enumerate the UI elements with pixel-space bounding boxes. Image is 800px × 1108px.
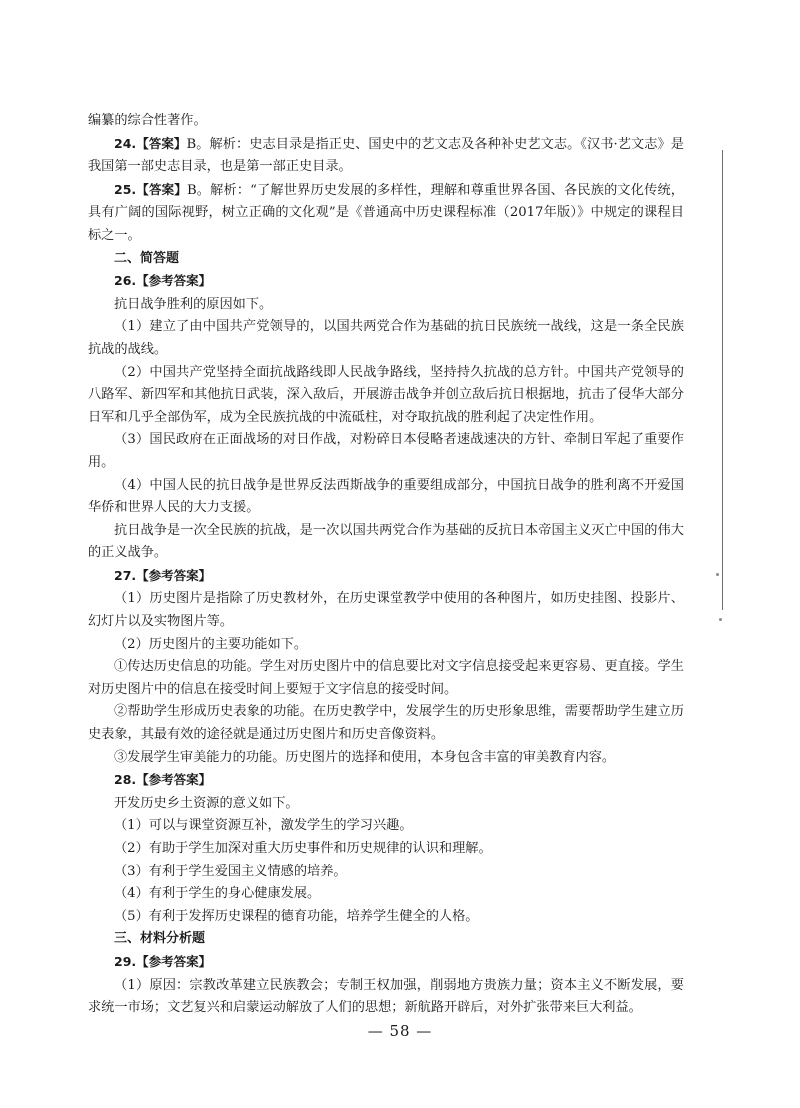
paragraph: （3）国民政府在正面战场的对日作战，对粉碎日本侵略者速战速决的方针、牵制日军起了重要作用。 [88,432,684,470]
paragraph: 抗日战争胜利的原因如下。 [114,296,273,312]
page-number: — 58 — [367,1022,433,1040]
paragraph: ①传达历史信息的功能。学生对历史图片中的信息要比对文字信息接受起来更容易、更直接。学生对历史图片中的信息在接受时间上要短于文字信息的接受时间。 [88,659,684,697]
paragraph: 开发历史乡土资源的意义如下。 [114,795,299,811]
paragraph: （1）原因：宗教改革建立民族教会；专制王权加强，削弱地方贵族力量；资本主义不断发展，要求统一市场；文艺复兴和启蒙运动解放了人们的思想；新航路开辟后，对外扩张带来巨大利益。 [88,977,684,1016]
paragraph: （3）有利于学生爱国主义情感的培养。 [114,863,347,879]
answer-item [88,769,684,793]
answer-label: 25.【答案】 [114,181,187,197]
paragraph: （1）建立了由中国共产党领导的，以国共两党合作为基础的抗日民族统一战线，这是一条全民族抗战的战线。 [88,319,684,357]
answer-label: 29.【参考答案】 [114,953,212,969]
paragraph: （2）中国共产党坚持全面抗战路线即人民战争路线，坚持持久抗战的总方针。中国共产党领导的八路军、新四军和其他抗日武装，深入敌后，开展游击战争并创立敌后抗日根据地，抗击了侵华大部分日军和几乎全部伪军，成为全民族抗战的中流砥柱，对夺取抗战的胜利起了决定性作用。 [88,364,684,425]
answer-text: B。解析：史志目录是指正史、国史中的艺文志及各种补史艺文志。《汉书·艺文志》是我国第一部史志目录，也是第一部正史目录。 [88,136,684,175]
answer-item [88,270,684,294]
answer-item [88,565,684,589]
paragraph: （5）有利于发挥历史课程的德育功能，培养学生健全的人格。 [114,908,479,924]
answer-label: 27.【参考答案】 [114,567,212,583]
scan-speck [716,573,719,576]
paragraph: ②帮助学生形成历史表象的功能。在历史教学中，发展学生的历史形象思维，需要帮助学生建立历史表象，其最有效的途径就是通过历史图片和历史音像资料。 [88,704,684,743]
answer-label: 26.【参考答案】 [114,273,212,289]
paragraph: （4）有利于学生的身心健康发展。 [114,886,321,902]
answer-label: 28.【参考答案】 [114,772,212,788]
paragraph: （1）历史图片是指除了历史教材外，在历史课堂教学中使用的各种图片，如历史挂图、投影片、幻灯片以及实物图片等。 [88,591,684,630]
answer-item [88,951,684,975]
paragraph: 编纂的综合性著作。 [88,113,207,128]
answer-text: B。解析：“了解世界历史发展的多样性，理解和尊重世界各国、各民族的文化传统，具有广阔的国际视野，树立正确的文化观”是《普通高中历史课程标准（2017年版）》中规定的课程目标之一。 [88,182,684,243]
paragraph: （2）历史图片的主要功能如下。 [114,636,308,652]
scan-speck [719,618,722,621]
paragraph: ③发展学生审美能力的功能。历史图片的选择和使用，本身包含丰富的审美教育内容。 [114,749,616,765]
margin-rule [722,150,723,610]
section-heading: 二、简答题 [114,250,180,266]
paragraph: （2）有助于学生加深对重大历史事件和历史规律的认识和理解。 [114,841,492,856]
paragraph: （4）中国人民的抗日战争是世界反法西斯战争的重要组成部分，中国抗日战争的胜利离不开爱国华侨和世界人民的大力支援。 [88,477,684,516]
answer-item [88,133,684,179]
answer-item [88,179,684,248]
paragraph: （1）可以与课堂资源互补，激发学生的学习兴趣。 [114,818,413,834]
paragraph: 抗日战争是一次全民族的抗战，是一次以国共两党合作为基础的反抗日本帝国主义灭亡中国的伟大的正义战争。 [88,522,684,561]
answer-label: 24.【答案】 [114,135,187,151]
section-heading: 三、材料分析题 [114,931,206,947]
document-body [88,110,684,1020]
